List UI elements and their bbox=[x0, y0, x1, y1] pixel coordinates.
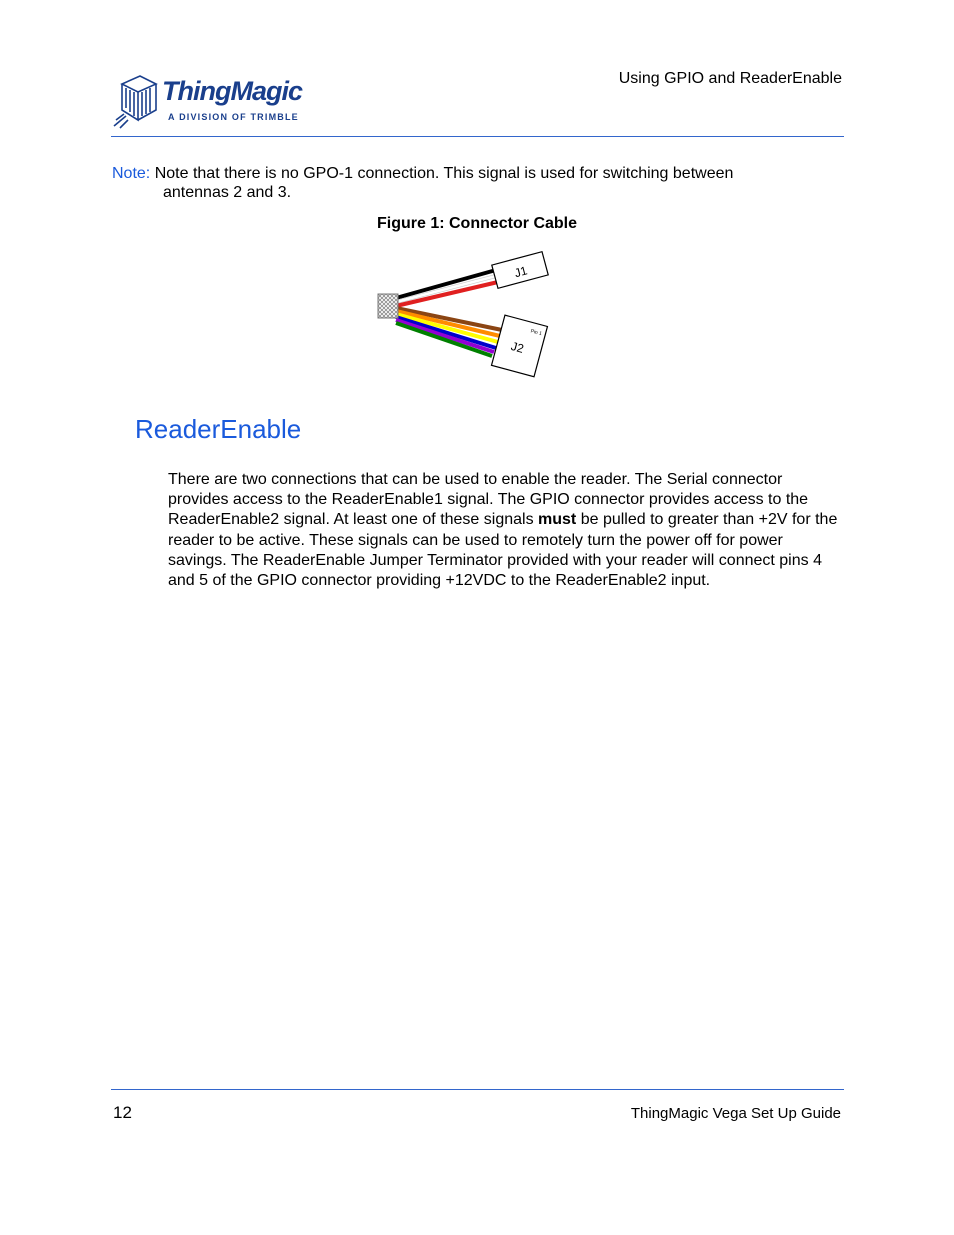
header-rule bbox=[111, 136, 844, 137]
section-heading: ReaderEnable bbox=[135, 414, 302, 444]
note-label: Note: bbox=[112, 165, 151, 182]
connector-j2 bbox=[492, 315, 548, 377]
connector-j1-label: J1 bbox=[512, 263, 529, 281]
wire-white-inner bbox=[396, 276, 496, 302]
thingmagic-logo bbox=[112, 70, 312, 132]
connector-cable-figure bbox=[372, 248, 562, 383]
cable-sheath bbox=[378, 294, 398, 318]
page-number: 12 bbox=[113, 1103, 132, 1122]
logo-cube-icon bbox=[112, 70, 162, 132]
running-header: Using GPIO and ReaderEnable bbox=[618, 70, 842, 87]
note-text-line2: antennas 2 and 3. bbox=[163, 184, 292, 201]
connector-j2-label: J2 bbox=[509, 339, 526, 356]
footer-rule bbox=[111, 1089, 844, 1090]
footer-document-title: ThingMagic Vega Set Up Guide bbox=[630, 1105, 841, 1122]
emphasis-must: must bbox=[538, 511, 577, 529]
paragraph-text-start: There are two connections that can be used to enable the reader. The Serial connector provides access to the ReaderEnable1 signal. The GPIO connector provides access to the ReaderEnable2 signal. At least one of these signals bbox=[168, 471, 809, 529]
body-paragraph bbox=[168, 470, 840, 591]
logo-subtitle: A DIVISION OF TRIMBLE bbox=[168, 112, 299, 122]
pin-1-label: Pin 1 bbox=[529, 328, 543, 338]
note-text-line1: Note that there is no GPO-1 connection. This signal is used for switching between bbox=[154, 165, 734, 182]
connector-j1 bbox=[492, 252, 548, 289]
paragraph-text-end: be pulled to greater than +2V for the reader to be active. These signals can be used to remotely turn the power off for power savings. The ReaderEnable Jumper Terminator provided with your reader will connect pins 4 and 5 of the GPIO connector providing +12VDC to the ReaderEnable2 input. bbox=[168, 511, 838, 590]
logo-wordmark: ThingMagic bbox=[162, 76, 302, 106]
note-block bbox=[112, 164, 832, 202]
figure-caption: Figure 1: Connector Cable bbox=[376, 215, 578, 232]
